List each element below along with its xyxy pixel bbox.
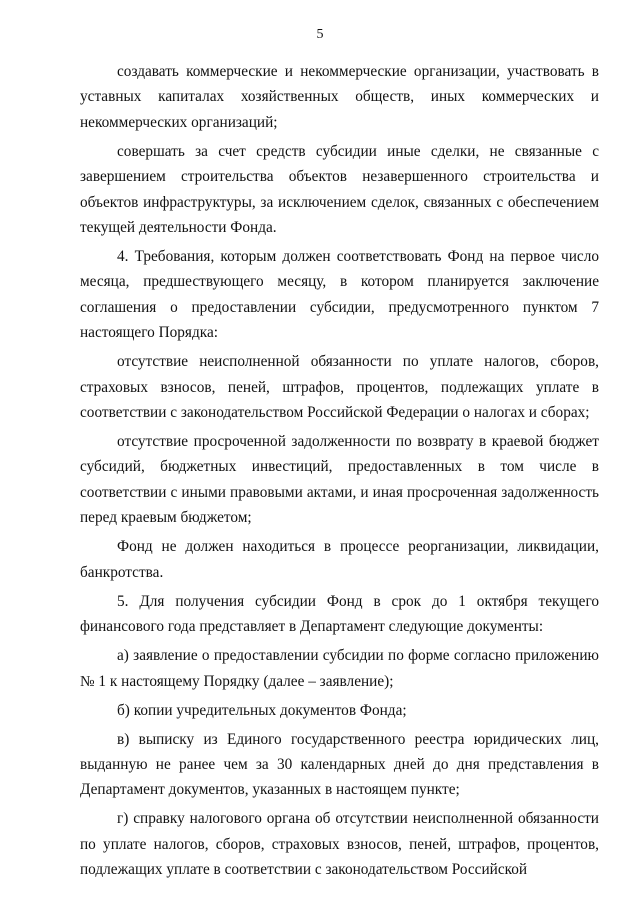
paragraph: создавать коммерческие и некоммерческие организации, участвовать в уставных капиталах хозяйственных обществ, иных коммерческих и некоммерческих организаций; [80,63,599,131]
paragraph: г) справку налогового органа об отсутствии неисполненной обязанности по уплате налогов, сборов, страховых взносов, пеней, штрафов, процентов, подлежащих уплате в соответствии с законодательством Российской [80,810,599,879]
document-body [80,59,599,886]
page-number: 5 [316,27,324,42]
paragraph: в) выписку из Единого государственного реестра юридических лиц, выданную не ранее чем за 30 календарных дней до дня представления в Департамент документов, указанных в настоящем пункте; [80,730,599,799]
paragraph: 5. Для получения субсидии Фонд в срок до 1 октября текущего финансового года представляет в Департамент следующие документы: [80,592,599,636]
paragraph: б) копии учредительных документов Фонда; [117,701,407,719]
paragraph: отсутствие неисполненной обязанности по уплате налогов, сборов, страховых взносов, пеней, штрафов, процентов, подлежащих уплате в соответствии с законодательством Российской Федерации о налогах и сборах; [80,353,599,422]
paragraph: 4. Требования, которым должен соответствовать Фонд на первое число месяца, предшествующего месяцу, в котором планируется заключение соглашения о предоставлении субсидии, предусмотренного пунктом 7 настоящего Порядка: [80,248,599,342]
paragraph: совершать за счет средств субсидии иные сделки, не связанные с завершением строительства объектов незавершенного строительства и объектов инфраструктуры, за исключением сделок, связанных с обеспечением текущей деятельности Фонда. [80,142,599,237]
paragraph: отсутствие просроченной задолженности по возврату в краевой бюджет субсидий, бюджетных инвестиций, предоставленных в том числе в соответствии с иными правовыми актами, и иная просроченная задолженность перед краевым бюджетом; [80,433,599,527]
paragraph: Фонд не должен находиться в процессе реорганизации, ликвидации, банкротства. [80,538,599,581]
paragraph: а) заявление о предоставлении субсидии по форме согласно приложению № 1 к настоящему Порядку (далее – заявление); [80,647,599,690]
